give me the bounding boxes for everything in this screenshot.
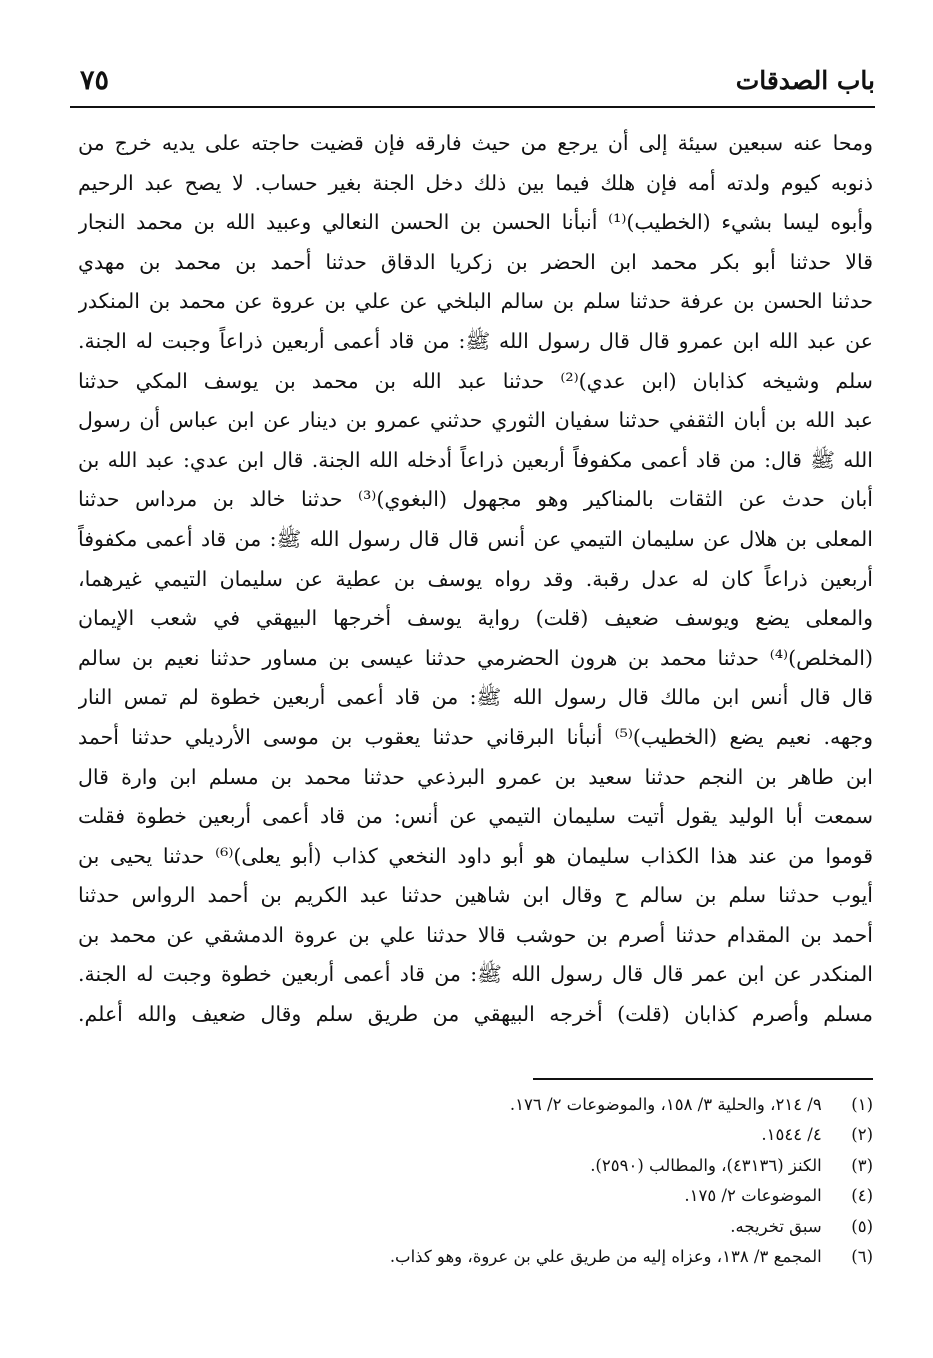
footnote <box>300 1120 873 1150</box>
text-line: أربعين ذراعاً كان له عدل رقبة. وقد رواه يوسف بن عطية عن سليمان التيمي غيرهما، <box>78 566 873 591</box>
text-line: أحمد بن المقدام حدثنا أصرم بن حوشب قالا حدثنا علي بن عروة الدمشقي عن محمد بن <box>78 922 873 947</box>
text-line: (المخلص)⁽⁴⁾ حدثنا محمد بن هرون الحضرمي حدثنا عيسى بن مساور حدثنا نعيم بن سالم <box>78 645 873 670</box>
text-line: الله ﷺ قال: من قاد أعمى مكفوفاً أربعين ذراعاً أدخله الله الجنة. قال ابن عدي: عبد الله بن <box>78 447 873 472</box>
text-line: قال قال أنس ابن مالك قال رسول الله ﷺ: من قاد أعمى أربعين خطوة لم تمس النار <box>78 685 873 710</box>
text-line: أبان حدث عن الثقات بالمناكير وهو مجهول (البغوي)⁽³⁾ حدثنا خالد بن مرداس حدثنا <box>78 487 873 512</box>
footnote-number: (٣) <box>851 1155 873 1175</box>
running-title: باب الصدقات <box>735 66 875 95</box>
footnote-divider <box>533 1078 873 1080</box>
text-line: وجهه. نعيم يضع (الخطيب)⁽⁵⁾ أنبأنا البرقاني حدثنا يعقوب بن موسى الأرديلي حدثنا أحمد <box>78 724 873 749</box>
footnote-text: الكنز (٤٣١٣٦)، والمطالب (٢٥٩٠). <box>590 1155 822 1175</box>
footnote-number: (٤) <box>851 1186 873 1206</box>
footnote-number: (١) <box>851 1095 873 1114</box>
footnote-text: سبق تخريجه. <box>730 1216 822 1236</box>
text-line: وأبوه ليسا بشيء (الخطيب)⁽¹⁾ أنبأنا الحسن بن الحسن النعالي وعبيد الله بن محمد النجار <box>78 210 873 235</box>
text-line: عبد الله بن أبان الثقفي حدثنا سفيان الثوري حدثني عمرو بن دينار عن ابن عباس أن رسول <box>78 408 873 433</box>
footnote-text: الموضوعات ٢/ ١٧٥. <box>684 1186 822 1206</box>
footnote <box>300 1151 873 1181</box>
text-line: قوموا من عند هذا الكذاب سليمان هو أبو داود النخعي كذاب (أبو يعلى)⁽⁶⁾ حدثنا يحيى بن <box>78 843 873 868</box>
text-line: سلم وشيخه كذابان (ابن عدي)⁽²⁾ حدثنا عبد الله بن محمد بن يوسف المكي حدثنا <box>78 368 873 393</box>
footnote-number: (٥) <box>851 1216 873 1236</box>
text-line: والمعلى يضع ويوسف ضعيف (قلت) رواية يوسف أخرجها البيهقي في شعب الإيمان <box>78 606 873 631</box>
page-number: ٧٥ <box>80 65 110 96</box>
text-line: مسلم وأصرم كذابان (قلت) أخرجه البيهقي من طريق سلم وقال ضعيف والله أعلم. <box>78 1002 873 1027</box>
footnote-text: المجمع ٣/ ١٣٨، وعزاه إليه من طريق علي بن عروة، وهو كذاب. <box>389 1246 822 1266</box>
text-line: سمعت أبا الوليد يقول أتيت سليمان التيمي عن أنس: من قاد أعمى أربعين خطوة فقلت <box>78 804 873 829</box>
footnote-text: ٤/ ١٥٤٤. <box>761 1125 822 1145</box>
text-line: ذنوبه كيوم ولدته أمه فإن هلك فيما بين ذلك دخل الجنة بغير حساب. لا يصح عبد الرحيم <box>78 170 873 195</box>
footnote <box>300 1212 873 1242</box>
footnotes <box>300 1090 873 1272</box>
text-line: عن عبد الله ابن عمرو قال قال رسول الله ﷺ: من قاد أعمى أربعين ذراعاً وجبت له الجنة. <box>78 328 873 353</box>
text-line: ابن طاهر بن النجم حدثنا سعيد بن عمرو البرذعي حدثنا محمد بن مسلم ابن وارة قال <box>78 764 873 789</box>
footnote-number: (٢) <box>851 1125 873 1145</box>
text-line: قالا حدثنا أبو بكر محمد ابن الحضر بن زكريا الدقاق حدثنا أحمد بن محمد بن مهدي <box>78 249 873 274</box>
footnote <box>300 1090 873 1120</box>
main-text <box>78 124 873 1035</box>
text-line: المنكدر عن ابن عمر قال قال رسول الله ﷺ: من قاد أعمى أربعين خطوة وجبت له الجنة. <box>78 962 873 987</box>
page-header <box>70 62 875 108</box>
text-line: حدثنا الحسن بن عرفة حدثنا سلم بن سالم البلخي عن علي بن عروة عن محمد بن المنكدر <box>78 289 873 314</box>
footnote-text: ٩/ ٢١٤، والحلية ٣/ ١٥٨، والموضوعات ٢/ ١٧٦. <box>509 1095 822 1114</box>
text-line: أيوب حدثنا سلم بن سالم ح وقال ابن شاهين حدثنا عبد الكريم بن أحمد الرواس حدثنا <box>78 883 873 908</box>
text-line: ومحا عنه سبعين سيئة إلى أن يرجع من حيث فارقه فإن قضيت حاجته على يديه خرج من <box>78 131 873 155</box>
footnote <box>300 1242 873 1272</box>
text-line: المعلى بن هلال عن سليمان التيمي عن أنس قال قال رسول الله ﷺ: من قاد أعمى مكفوفاً <box>78 526 873 551</box>
footnote-number: (٦) <box>851 1246 873 1266</box>
footnote <box>300 1181 873 1211</box>
